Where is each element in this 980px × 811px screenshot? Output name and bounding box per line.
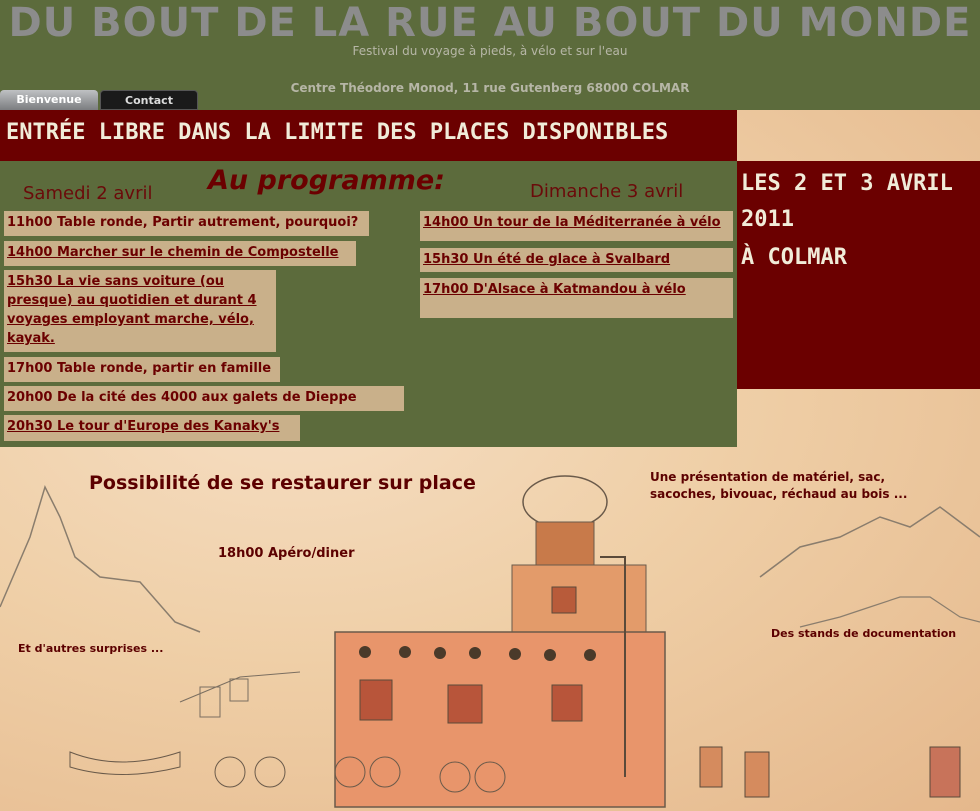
- saturday-item-3[interactable]: 15h30 La vie sans voiture (ou presque) au quotidien et durant 4 voyages employant marche, vélo, kayak.: [4, 270, 276, 352]
- entry-banner: [0, 110, 737, 161]
- sunday-item-3[interactable]: 17h00 D'Alsace à Katmandou à vélo: [420, 278, 733, 318]
- note-restaurer: Possibilité de se restaurer sur place: [89, 472, 476, 494]
- note-materiel: Une présentation de matériel, sac, sacoches, bivouac, réchaud au bois ...: [650, 470, 908, 501]
- dates-line-2: 2011: [741, 207, 794, 232]
- note-surprises: Et d'autres surprises ...: [18, 642, 164, 655]
- tab-contact[interactable]: Contact: [100, 90, 198, 110]
- dates-box: [737, 161, 980, 389]
- saturday-item-4: 17h00 Table ronde, partir en famille: [4, 357, 280, 382]
- saturday-item-2[interactable]: 14h00 Marcher sur le chemin de Compostelle: [4, 241, 356, 266]
- address: Centre Théodore Monod, 11 rue Gutenberg 68000 COLMAR: [290, 81, 690, 95]
- saturday-item-6[interactable]: 20h30 Le tour d'Europe des Kanaky's: [4, 415, 300, 441]
- sunday-item-2[interactable]: 15h30 Un été de glace à Svalbard: [420, 248, 733, 272]
- dates-line-1: LES 2 ET 3 AVRIL: [741, 171, 953, 196]
- sunday-label: Dimanche 3 avril: [530, 181, 684, 202]
- note-apero: 18h00 Apéro/diner: [218, 546, 355, 561]
- tagline: Festival du voyage à pieds, à vélo et sur l'eau: [352, 44, 628, 58]
- site-title: DU BOUT DE LA RUE AU BOUT DU MONDE: [8, 0, 972, 46]
- dates-line-3: À COLMAR: [741, 245, 847, 270]
- sunday-item-1[interactable]: 14h00 Un tour de la Méditerranée à vélo: [420, 211, 733, 241]
- banner-text: ENTRÉE LIBRE DANS LA LIMITE DES PLACES DISPONIBLES: [6, 120, 669, 145]
- saturday-item-5: 20h00 De la cité des 4000 aux galets de Dieppe: [4, 386, 404, 411]
- saturday-label: Samedi 2 avril: [23, 183, 153, 204]
- program-title: Au programme:: [208, 165, 445, 196]
- tab-bienvenue[interactable]: Bienvenue: [0, 90, 98, 110]
- note-stands: Des stands de documentation: [771, 627, 957, 640]
- saturday-item-1: 11h00 Table ronde, Partir autrement, pourquoi?: [4, 211, 369, 236]
- header: [0, 0, 980, 110]
